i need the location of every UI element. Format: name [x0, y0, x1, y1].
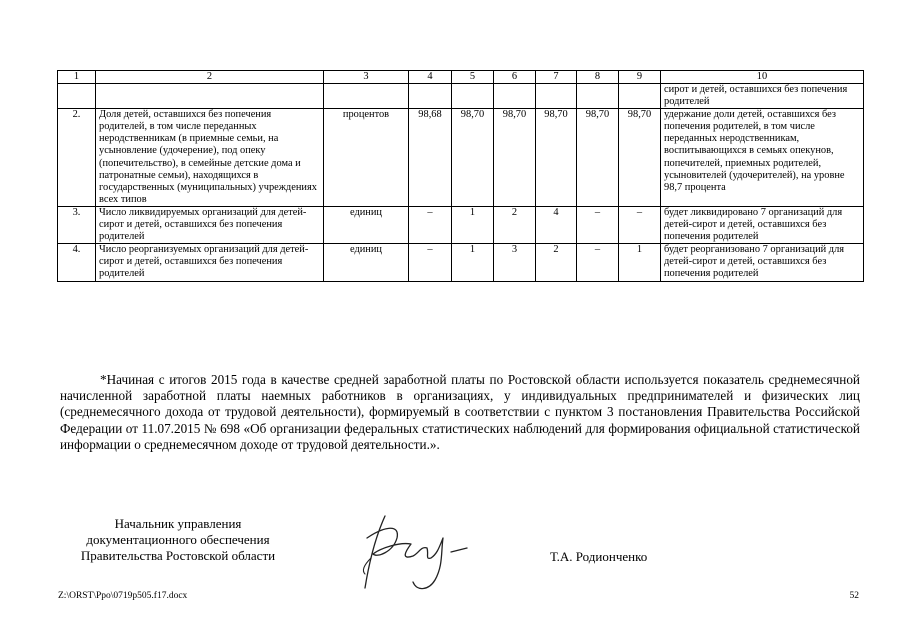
- value-cell: 98,70: [536, 109, 577, 207]
- indicator-unit: процентов: [324, 109, 409, 207]
- footnote: [60, 372, 860, 453]
- indicator-name: [96, 84, 324, 109]
- indicators-table: [57, 70, 864, 282]
- value-cell: 4: [536, 206, 577, 243]
- value-cell: [494, 84, 536, 109]
- table-header-row: [58, 71, 864, 84]
- column-number: 8: [577, 71, 619, 84]
- document-file-path: Z:\ORST\Ppo\0719p505.f17.docx: [58, 591, 188, 601]
- value-cell: 1: [619, 244, 661, 281]
- column-number: 3: [324, 71, 409, 84]
- value-cell: 2: [494, 206, 536, 243]
- column-number: 9: [619, 71, 661, 84]
- row-number: 3.: [58, 206, 96, 243]
- signatory-title-line: Правительства Ростовской области: [80, 548, 276, 564]
- page-number: 52: [849, 591, 859, 601]
- value-cell: –: [577, 206, 619, 243]
- indicator-unit: [324, 84, 409, 109]
- expected-result: будет ликвидировано 7 организаций для детей-сирот и детей, оставшихся без попечения родителей: [661, 206, 864, 243]
- signatory-name: Т.А. Родионченко: [550, 549, 648, 564]
- value-cell: –: [619, 206, 661, 243]
- signatory-title: [62, 516, 294, 565]
- value-cell: –: [409, 244, 452, 281]
- value-cell: 98,70: [577, 109, 619, 207]
- row-number: [58, 84, 96, 109]
- expected-result: удержание доли детей, оставшихся без попечения родителей, в том числе переданных неродственникам, воспитывающихся в семьях опекунов, попечителей, приемных родителей, усыновителей (удочерителей), на уровне 98,7 процента: [661, 109, 864, 207]
- indicator-name: Число реорганизуемых организаций для детей-сирот и детей, оставшихся без попечения родителей: [96, 244, 324, 281]
- row-number: 4.: [58, 244, 96, 281]
- column-number: 4: [409, 71, 452, 84]
- table-row: [58, 84, 864, 109]
- value-cell: 98,68: [409, 109, 452, 207]
- indicator-name: Доля детей, оставшихся без попечения родителей, в том числе переданных неродственникам (в приемные семьи, на усыновление (удочерение), под опеку (попечительство), в семейные детские дома и патронатные семьи), находящихся в государственных (муниципальных) учреждениях всех типов: [96, 109, 324, 207]
- table-row: [58, 206, 864, 243]
- column-number: 2: [96, 71, 324, 84]
- value-cell: 98,70: [494, 109, 536, 207]
- value-cell: 3: [494, 244, 536, 281]
- column-number: 6: [494, 71, 536, 84]
- value-cell: 2: [536, 244, 577, 281]
- value-cell: [577, 84, 619, 109]
- signatory-title-line: Начальник управления: [114, 516, 242, 531]
- value-cell: 1: [452, 244, 494, 281]
- indicator-unit: единиц: [324, 206, 409, 243]
- indicator-unit: единиц: [324, 244, 409, 281]
- handwritten-signature: [355, 508, 475, 598]
- signatory-title-line: документационного обеспечения: [86, 532, 270, 548]
- column-number: 10: [661, 71, 864, 84]
- column-number: 7: [536, 71, 577, 84]
- value-cell: –: [409, 206, 452, 243]
- footnote-text: *Начиная с итогов 2015 года в качестве средней заработной платы по Ростовской области используется показатель среднемесячной начисленной заработной платы наемных работников в организациях, у индивидуальных предпринимателей и физических лиц (среднемесячного дохода от трудовой деятельности), формируемый в соответствии с пунктом 3 постановления Правительства Российской Федерации от 11.07.2015 № 698 «Об организации федеральных статистических наблюдений для формирования официальной статистической информации о среднемесячном доходе от трудовой деятельности.».: [60, 372, 860, 452]
- value-cell: [619, 84, 661, 109]
- expected-result: сирот и детей, оставшихся без попечения родителей: [661, 84, 864, 109]
- value-cell: –: [577, 244, 619, 281]
- value-cell: [409, 84, 452, 109]
- data-table-container: [57, 70, 863, 282]
- value-cell: [452, 84, 494, 109]
- row-number: 2.: [58, 109, 96, 207]
- value-cell: 98,70: [452, 109, 494, 207]
- expected-result: будет реорганизовано 7 организаций для детей-сирот и детей, оставшихся без попечения родителей: [661, 244, 864, 281]
- value-cell: 1: [452, 206, 494, 243]
- indicator-name: Число ликвидируемых организаций для детей-сирот и детей, оставшихся без попечения родителей: [96, 206, 324, 243]
- table-row: [58, 244, 864, 281]
- value-cell: [536, 84, 577, 109]
- column-number: 1: [58, 71, 96, 84]
- value-cell: 98,70: [619, 109, 661, 207]
- column-number: 5: [452, 71, 494, 84]
- table-row: [58, 109, 864, 207]
